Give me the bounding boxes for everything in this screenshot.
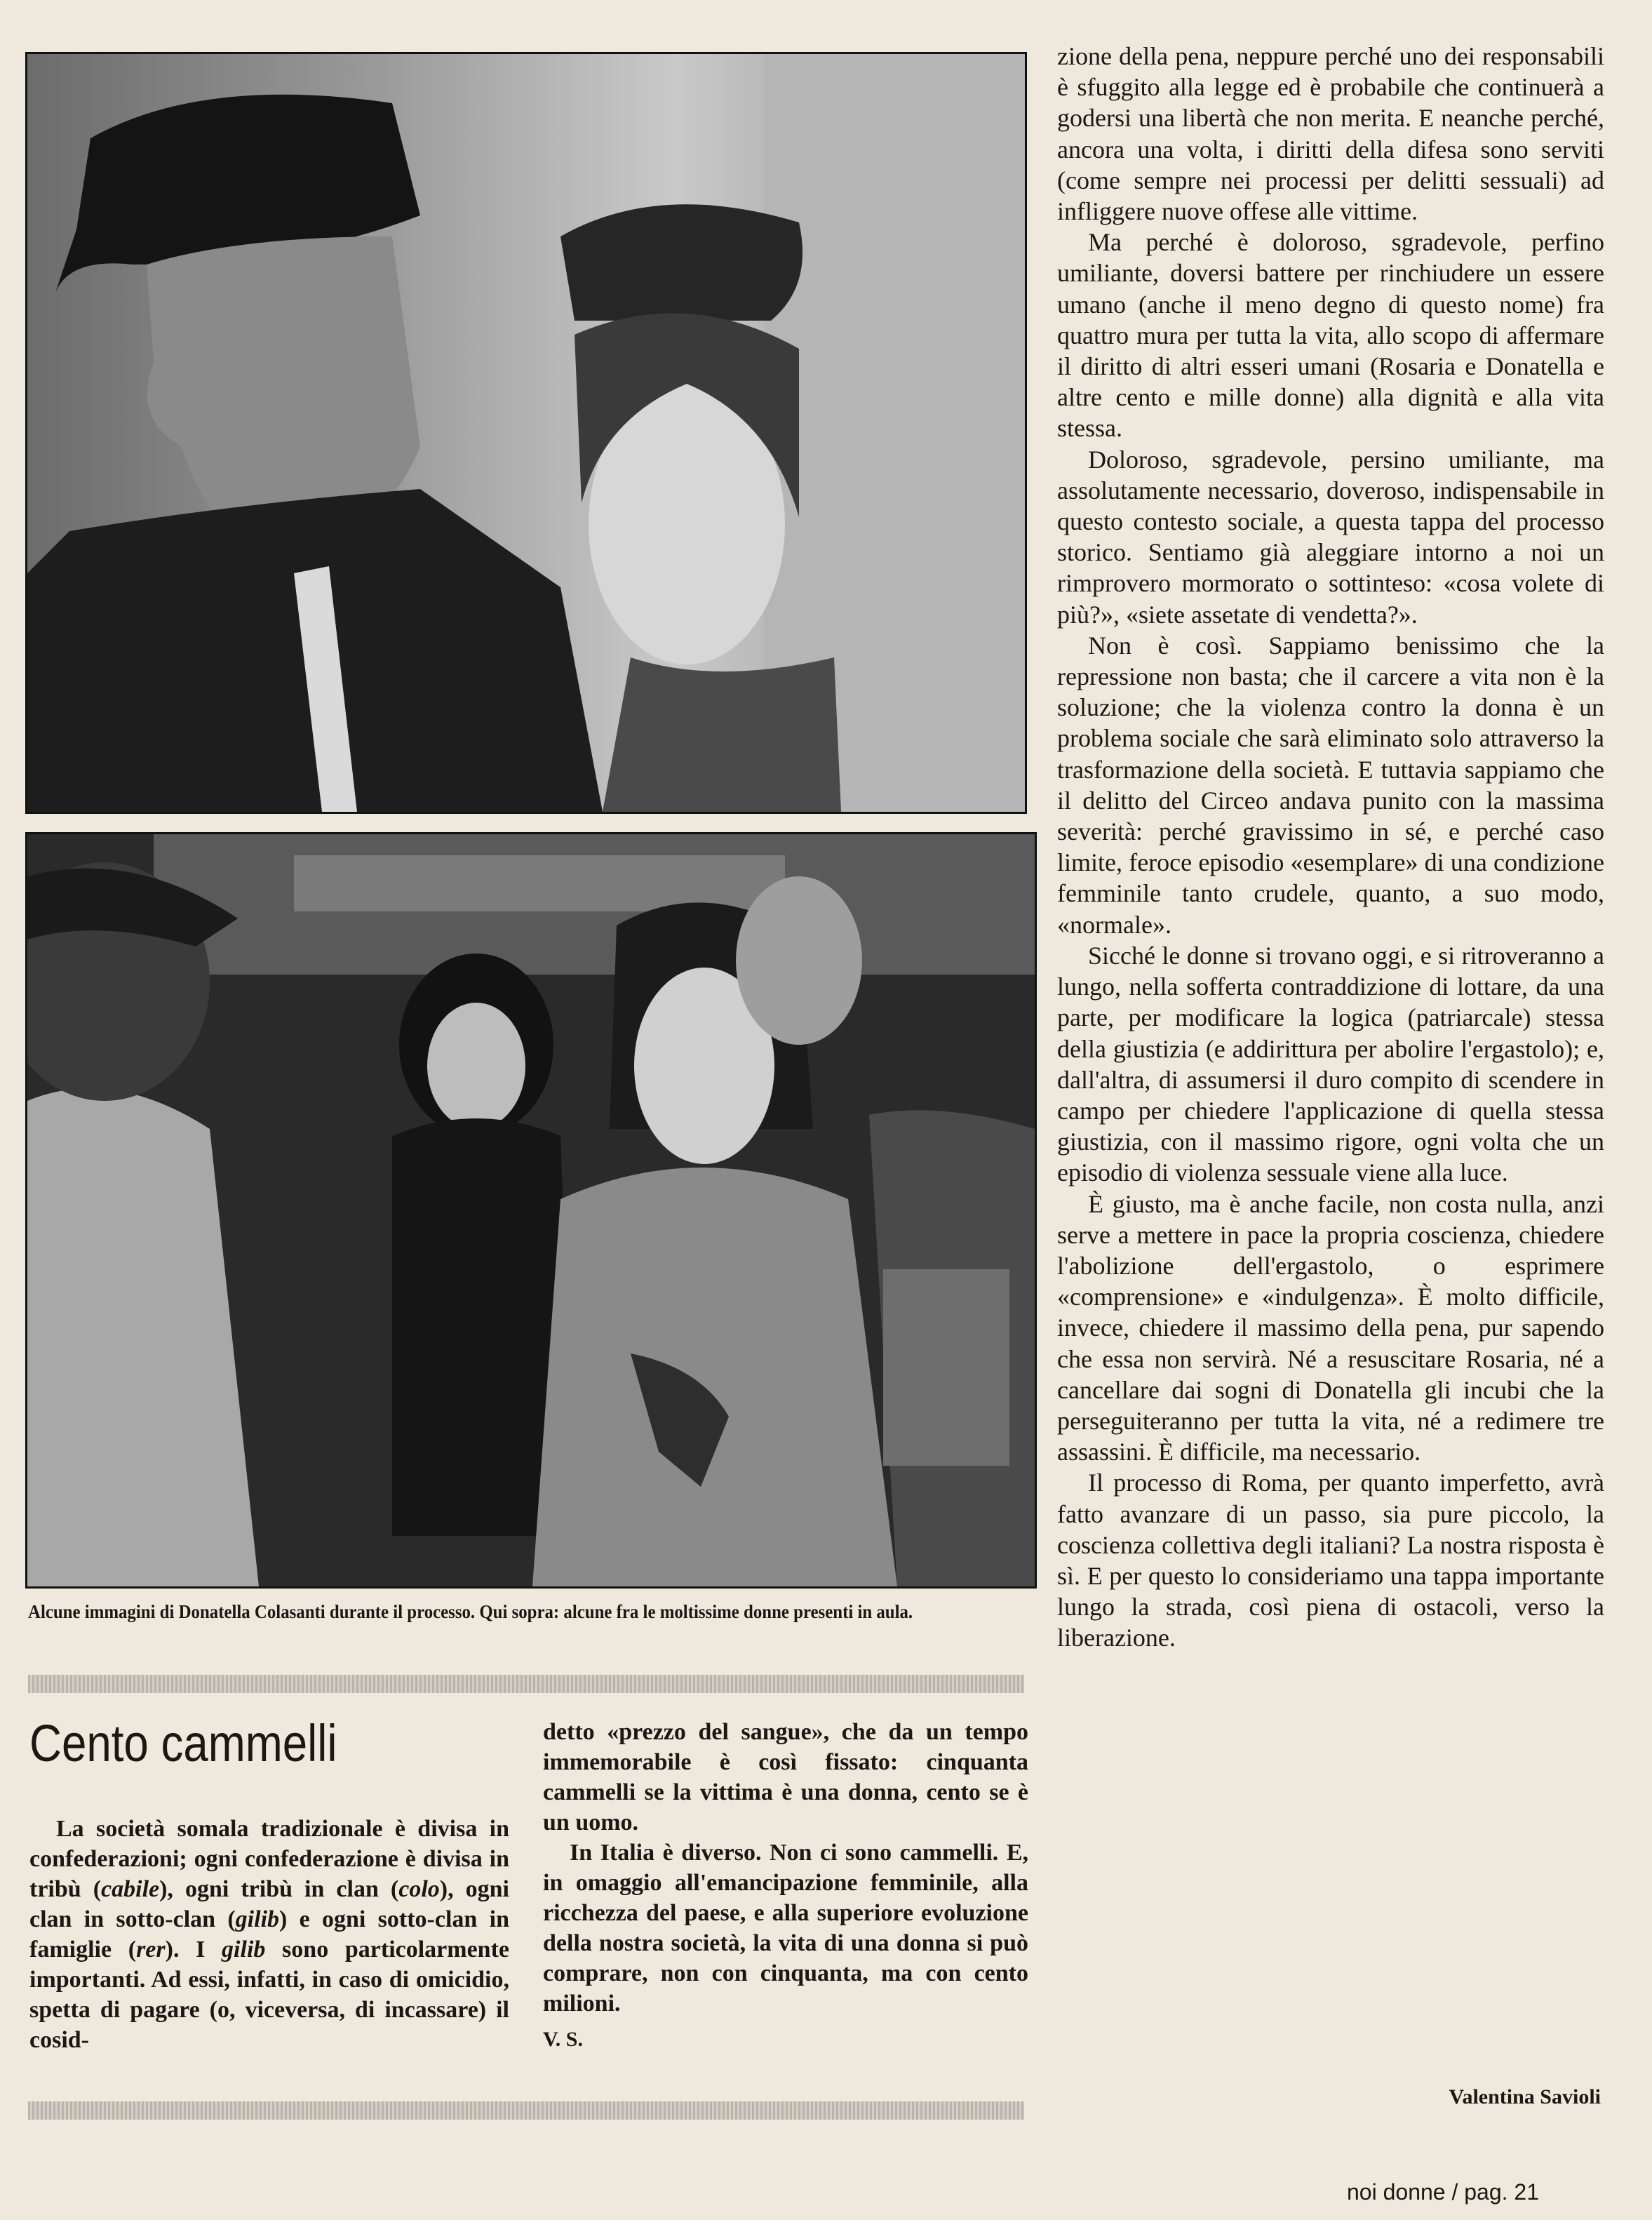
article-paragraph: È giusto, ma è anche facile, non costa nulla, anzi serve a mettere in pace la propria coscienza, chiedere l'abolizione dell'ergastolo, o esprimere «comprensione» e «indulgenza». È molto difficile, invece, chiedere il massimo della pena, pur sapendo che essa non servirà. Né a resuscitare Rosaria, né a cancellare dai sogni di Donatella gli incubi che la perseguiteranno per tutta la vita, né a redimere tre assassini. È difficile, ma necessario. (1057, 1189, 1604, 1466)
photo-women-in-courtroom-crowd-icon (27, 834, 1035, 1586)
box-right-column (543, 1717, 1028, 2054)
article-author: Valentina Savioli (1449, 2085, 1601, 2108)
folio-separator: / (1451, 2179, 1458, 2205)
box-paragraph-2: In Italia è diverso. Non ci sono cammelli. E, in omaggio all'emancipazione femminile, alla ricchezza del paese, e alla superiore evoluzione della nostra società, la vita di una donna si può comprare, non con cinquanta, ma con cento milioni. (543, 1840, 1028, 2017)
page-folio (1347, 2179, 1539, 2205)
article-paragraph: Il processo di Roma, per quanto imperfetto, avrà fatto avanzare di un passo, sia pure piccolo, la coscienza collettiva degli italiani? La nostra risposta è sì. E per questo lo consideriamo una tappa importante lungo la strada, così piena di ostacoli, verso la liberazione. (1057, 1469, 1604, 1652)
photo-top (25, 52, 1027, 814)
article-paragraph: Doloroso, sgradevole, persino umiliante, ma assolutamente necessario, doveroso, indispensabile in questo contesto sociale, a questa tappa del processo storico. Sentiamo già aleggiare intorno a noi un rimprovero mormorato o sottinteso: «cosa volete di più?», «siete assetate di vendetta?». (1057, 445, 1604, 629)
box-signature: V. S. (543, 2028, 583, 2051)
photo-courtroom-carabiniere-and-woman-icon (27, 54, 1025, 812)
box-paragraph-1-continued: detto «prezzo del sangue», che da un tempo immemorabile è così fissato: cinquanta cammelli se la vittima è una donna, cento se è un uomo. (543, 1719, 1028, 1835)
article-paragraph: Sicché le donne si trovano oggi, e si ritroveranno a lungo, nella sofferta contraddizione di lottare, da una parte, per modificare la logica (patriarcale) stessa della giustizia (e addirittura per abolire l'ergastolo); e, dall'altra, di assumersi il duro compito di scendere in campo per chiedere l'applicazione di quella stessa giustizia, con il massimo rigore, ogni volta che un episodio di violenza sessuale viene alla luce. (1057, 941, 1604, 1187)
box-top-rule (28, 1675, 1024, 1693)
page-number: pag. 21 (1464, 2179, 1540, 2205)
article-paragraph: zione della pena, neppure perché uno dei responsabili è sfuggito alla legge ed è probabile che continuerà a godersi una libertà che non merita. E neanche perché, ancora una volta, i diritti della difesa sono serviti (come sempre nei processi per delitti sessuali) ad infliggere nuove offese alle vittime. (1057, 42, 1604, 226)
box-paragraph-1: La società somala tradizionale è divisa in confederazioni; ogni confederazione è divisa in tribù (cabile), ogni tribù in clan (colo), ogni clan in sotto-clan (gilib) e ogni sotto-clan in famiglie (rer). I gilib sono particolarmente importanti. Ad essi, infatti, in caso di omicidio, spetta di pagare (o, viceversa, di incassare) il cosid- (29, 1816, 510, 2053)
photo-bottom (25, 832, 1037, 1589)
magazine-name: noi donne (1347, 2179, 1446, 2205)
box-bottom-rule (28, 2101, 1024, 2120)
article-paragraph: Non è così. Sappiamo benissimo che la repressione non basta; che il carcere a vita non è la soluzione; che la violenza contro la donna è un problema sociale che sarà eliminato solo attraverso la trasformazione della società. E tuttavia sappiamo che il delitto del Circeo andava punito con la massima severità: perché gravissimo in sé, e perché caso limite, feroce episodio «esemplare» di una condizione femminile tanto crudele, quanto, a suo modo, «normale». (1057, 631, 1604, 939)
article-column (1057, 41, 1604, 1654)
photo-caption: Alcune immagini di Donatella Colasanti durante il processo. Qui sopra: alcune fra le moltissime donne presenti in aula. (28, 1601, 913, 1622)
box-title: Cento cammelli (29, 1714, 337, 1772)
article-paragraph: Ma perché è doloroso, sgradevole, perfino umiliante, doversi battere per rinchiudere un essere umano (anche il meno degno di questo nome) fra quattro mura per tutta la vita, allo scopo di affermare il diritto di altri esseri umani (Rosaria e Donatella e altre cento e mille donne) alla dignità e alla vita stessa. (1057, 228, 1604, 443)
